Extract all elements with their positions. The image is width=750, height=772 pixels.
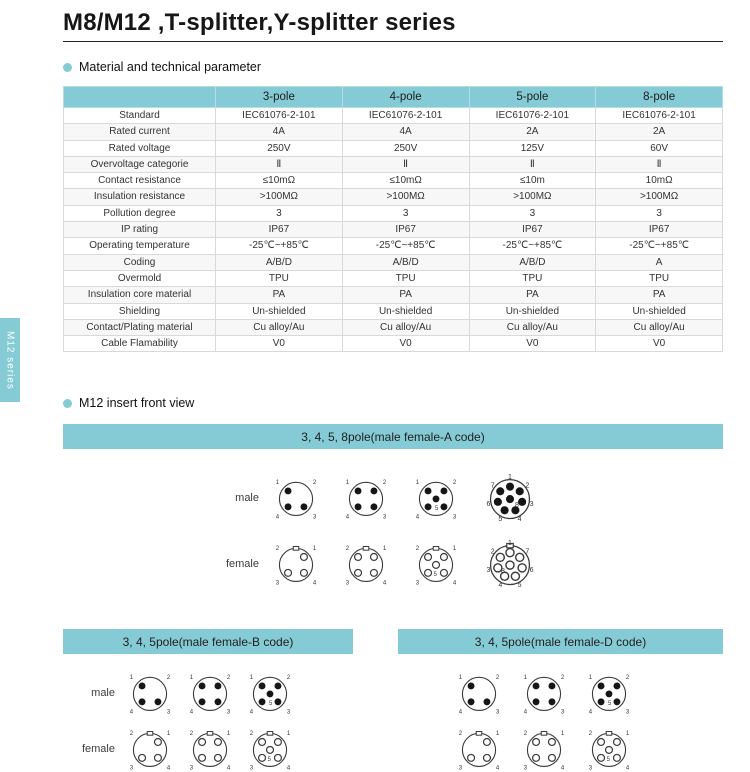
connector-male-4pole bbox=[521, 670, 567, 716]
table-row bbox=[64, 222, 723, 238]
pin-number: 1 bbox=[415, 480, 420, 487]
pin-number: 4 bbox=[625, 766, 630, 772]
table-row bbox=[64, 156, 723, 172]
connector-male-3pole bbox=[456, 670, 502, 716]
title-divider bbox=[63, 41, 723, 42]
cell-value: -25℃~+85℃ bbox=[469, 238, 596, 254]
column-header: 4-pole bbox=[342, 87, 469, 108]
cell-value: V0 bbox=[469, 336, 596, 352]
pin-number: 3 bbox=[625, 710, 630, 717]
cell-value: IEC61076-2-101 bbox=[342, 108, 469, 124]
row-label: Rated current bbox=[64, 124, 216, 140]
pin-number: 3 bbox=[286, 710, 291, 717]
pin-number: 1 bbox=[560, 731, 565, 738]
row-label: Cable Flamability bbox=[64, 336, 216, 352]
cell-value: IP67 bbox=[216, 222, 343, 238]
cell-value: 3 bbox=[216, 205, 343, 221]
pin-number: 1 bbox=[495, 731, 500, 738]
cell-value: Cu alloy/Au bbox=[342, 319, 469, 335]
cell-value: V0 bbox=[216, 336, 343, 352]
pin-number: 3 bbox=[382, 515, 387, 522]
pin-number: 3 bbox=[458, 766, 463, 772]
cell-value: PA bbox=[216, 287, 343, 303]
cell-value: >100MΩ bbox=[469, 189, 596, 205]
connector-female-5pole bbox=[586, 726, 632, 772]
cell-value: 3 bbox=[342, 205, 469, 221]
sidebar-tab-label: M12 series bbox=[4, 330, 16, 390]
bullet-icon bbox=[63, 399, 72, 408]
pin-number: 3 bbox=[560, 710, 565, 717]
connector-male-4pole bbox=[343, 475, 389, 521]
pin-number: 1 bbox=[345, 480, 350, 487]
table-row bbox=[64, 270, 723, 286]
connector-male-5pole bbox=[413, 475, 459, 521]
cell-value: IEC61076-2-101 bbox=[216, 108, 343, 124]
cell-value: 4A bbox=[216, 124, 343, 140]
table-row bbox=[64, 336, 723, 352]
cell-value: 2A bbox=[596, 124, 723, 140]
pin-number: 4 bbox=[560, 766, 565, 772]
pin-number: 2 bbox=[345, 546, 350, 553]
sidebar-tab-m12-series[interactable] bbox=[0, 318, 20, 402]
pin-number: 5 bbox=[433, 572, 438, 579]
cell-value: 250V bbox=[342, 140, 469, 156]
table-row bbox=[64, 173, 723, 189]
cell-value: -25℃~+85℃ bbox=[596, 238, 723, 254]
connector-female-3pole bbox=[127, 726, 173, 772]
pin-number: 1 bbox=[458, 675, 463, 682]
cell-value: A/B/D bbox=[469, 254, 596, 270]
table-row bbox=[64, 303, 723, 319]
row-label: Rated voltage bbox=[64, 140, 216, 156]
cell-value: -25℃~+85℃ bbox=[216, 238, 343, 254]
banner-d-code: 3, 4, 5pole(male female-D code) bbox=[398, 629, 723, 654]
section-header-material bbox=[63, 60, 723, 74]
pin-number: 2 bbox=[525, 482, 530, 490]
cell-value: IEC61076-2-101 bbox=[596, 108, 723, 124]
connector-female-5pole bbox=[247, 726, 293, 772]
cell-value: 250V bbox=[216, 140, 343, 156]
cell-value: 3 bbox=[596, 205, 723, 221]
pin-number: 2 bbox=[382, 480, 387, 487]
cell-value: IP67 bbox=[469, 222, 596, 238]
pin-number: 1 bbox=[588, 675, 593, 682]
cell-value: Un-shielded bbox=[216, 303, 343, 319]
corner-header bbox=[64, 87, 216, 108]
cell-value: Cu alloy/Au bbox=[596, 319, 723, 335]
banner-a-code: 3, 4, 5, 8pole(male female-A code) bbox=[63, 424, 723, 449]
pin-number: 1 bbox=[508, 474, 512, 482]
pin-number: 2 bbox=[523, 731, 528, 738]
pin-number: 2 bbox=[452, 480, 457, 487]
pin-number: 4 bbox=[189, 710, 194, 717]
pin-number: 2 bbox=[189, 731, 194, 738]
row-label: Contact/Plating material bbox=[64, 319, 216, 335]
cell-value: IEC61076-2-101 bbox=[469, 108, 596, 124]
pin-number: 7 bbox=[490, 482, 495, 490]
pin-number: 1 bbox=[625, 731, 630, 738]
keyway-notch bbox=[433, 547, 439, 551]
pin-number: 3 bbox=[529, 501, 534, 509]
cell-value: Cu alloy/Au bbox=[216, 319, 343, 335]
keyway-notch bbox=[363, 547, 369, 551]
b-code-female-connectors bbox=[127, 726, 293, 772]
row-label: Coding bbox=[64, 254, 216, 270]
cell-value: TPU bbox=[216, 270, 343, 286]
spec-table-head-row bbox=[64, 87, 723, 108]
keyway-notch bbox=[541, 732, 547, 736]
keyway-notch bbox=[606, 732, 612, 736]
cell-value: A bbox=[596, 254, 723, 270]
column-header: 5-pole bbox=[469, 87, 596, 108]
pin-number: 1 bbox=[452, 546, 457, 553]
row-label: Standard bbox=[64, 108, 216, 124]
pin-number: 2 bbox=[312, 480, 317, 487]
pin-number: 7 bbox=[525, 548, 530, 556]
column-header: 8-pole bbox=[596, 87, 723, 108]
pin-number: 3 bbox=[312, 515, 317, 522]
pin-number: 3 bbox=[415, 581, 420, 588]
pin-number: 2 bbox=[560, 675, 565, 682]
section-header-insert-view bbox=[63, 396, 723, 410]
cell-value: A/B/D bbox=[216, 254, 343, 270]
cell-value: 3 bbox=[469, 205, 596, 221]
cell-value: Un-shielded bbox=[469, 303, 596, 319]
a-code-female-row bbox=[211, 537, 723, 591]
pin-number: 3 bbox=[129, 766, 134, 772]
cell-value: PA bbox=[342, 287, 469, 303]
cell-value: V0 bbox=[596, 336, 723, 352]
pin-number: 3 bbox=[345, 581, 350, 588]
cell-value: IP67 bbox=[342, 222, 469, 238]
connector-female-4pole bbox=[187, 726, 233, 772]
cell-value: Ⅱ bbox=[342, 156, 469, 172]
pin-number: 4 bbox=[382, 581, 387, 588]
a-code-diagrams bbox=[63, 471, 723, 591]
pin-number: 4 bbox=[458, 710, 463, 717]
cell-value: 10mΩ bbox=[596, 173, 723, 189]
cell-value: 125V bbox=[469, 140, 596, 156]
pin-number: 4 bbox=[345, 515, 350, 522]
pin-number: 2 bbox=[166, 675, 171, 682]
pin-number: 1 bbox=[129, 675, 134, 682]
row-label: Contact resistance bbox=[64, 173, 216, 189]
pin-number: 4 bbox=[166, 766, 171, 772]
pin-number: 5 bbox=[498, 516, 503, 524]
pin-number: 2 bbox=[275, 546, 280, 553]
cell-value: >100MΩ bbox=[216, 189, 343, 205]
pin-number: 4 bbox=[129, 710, 134, 717]
row-label: Overmold bbox=[64, 270, 216, 286]
connector-male-3pole bbox=[127, 670, 173, 716]
table-row bbox=[64, 238, 723, 254]
cell-value: Un-shielded bbox=[342, 303, 469, 319]
pin-number: 3 bbox=[486, 567, 491, 575]
a-code-male-row bbox=[211, 471, 723, 525]
pin-number: 2 bbox=[458, 731, 463, 738]
connector-male-4pole bbox=[187, 670, 233, 716]
cell-value: ≤10mΩ bbox=[216, 173, 343, 189]
pin-number: 3 bbox=[452, 515, 457, 522]
pin-number: 1 bbox=[523, 675, 528, 682]
pin-number: 3 bbox=[189, 766, 194, 772]
pin-number: 2 bbox=[588, 731, 593, 738]
cell-value: IP67 bbox=[596, 222, 723, 238]
pin-number: 3 bbox=[249, 766, 254, 772]
section-material-label: Material and technical parameter bbox=[79, 60, 262, 74]
row-label: Insulation core material bbox=[64, 287, 216, 303]
row-label: Insulation resistance bbox=[64, 189, 216, 205]
b-code-female-row bbox=[63, 726, 353, 772]
cell-value: >100MΩ bbox=[596, 189, 723, 205]
connector-female-4pole bbox=[343, 541, 389, 587]
pin-number: 5 bbox=[434, 506, 439, 513]
male-label: male bbox=[235, 492, 259, 505]
female-label: female bbox=[81, 743, 115, 756]
pin-number: 4 bbox=[226, 766, 231, 772]
bullet-icon bbox=[63, 63, 72, 72]
table-row bbox=[64, 254, 723, 270]
pin-number: 2 bbox=[249, 731, 254, 738]
pin-number: 1 bbox=[226, 731, 231, 738]
pin-number: 1 bbox=[312, 546, 317, 553]
cell-value: A/B/D bbox=[342, 254, 469, 270]
cell-value: PA bbox=[596, 287, 723, 303]
connector-female-5pole bbox=[413, 541, 459, 587]
pin-number: 4 bbox=[517, 516, 522, 524]
connector-female-8pole bbox=[483, 537, 537, 591]
pin-number: 1 bbox=[166, 731, 171, 738]
connector-female-3pole bbox=[273, 541, 319, 587]
keyway-notch bbox=[293, 547, 299, 551]
d-code-female-row bbox=[398, 726, 723, 772]
d-code-female-connectors bbox=[456, 726, 632, 772]
spec-table-body bbox=[64, 108, 723, 352]
row-label: Operating temperature bbox=[64, 238, 216, 254]
pin-number: 4 bbox=[275, 515, 280, 522]
connector-female-4pole bbox=[521, 726, 567, 772]
pin-number: 4 bbox=[312, 581, 317, 588]
pin-number: 2 bbox=[490, 548, 495, 556]
connector-female-3pole bbox=[456, 726, 502, 772]
connector-male-5pole bbox=[247, 670, 293, 716]
female-label: female bbox=[225, 558, 259, 571]
pin-number: 5 bbox=[268, 701, 273, 708]
cell-value: TPU bbox=[342, 270, 469, 286]
pin-number: 1 bbox=[382, 546, 387, 553]
pin-number: 4 bbox=[452, 581, 457, 588]
cell-value: 2A bbox=[469, 124, 596, 140]
pin-number: 1 bbox=[189, 675, 194, 682]
pin-number: 4 bbox=[495, 766, 500, 772]
pin-number: 5 bbox=[607, 701, 612, 708]
table-row bbox=[64, 287, 723, 303]
connector-male-8pole bbox=[483, 471, 537, 525]
pin-number: 2 bbox=[415, 546, 420, 553]
table-row bbox=[64, 205, 723, 221]
keyway-notch bbox=[207, 732, 213, 736]
pin-number: 4 bbox=[415, 515, 420, 522]
row-label: IP rating bbox=[64, 222, 216, 238]
pin-number: 1 bbox=[249, 675, 254, 682]
table-row bbox=[64, 189, 723, 205]
cell-value: >100MΩ bbox=[342, 189, 469, 205]
pin-number: 6 bbox=[486, 501, 491, 509]
pin-number: 4 bbox=[523, 710, 528, 717]
cell-value: PA bbox=[469, 287, 596, 303]
pin-number: 5 bbox=[606, 757, 611, 764]
keyway-notch bbox=[147, 732, 153, 736]
cell-value: -25℃~+85℃ bbox=[342, 238, 469, 254]
cell-value: Un-shielded bbox=[596, 303, 723, 319]
pin-number: 8 bbox=[515, 502, 519, 510]
section-insert-label: M12 insert front view bbox=[79, 396, 195, 411]
cell-value: ≤10mΩ bbox=[342, 173, 469, 189]
cell-value: 60V bbox=[596, 140, 723, 156]
pin-number: 3 bbox=[275, 581, 280, 588]
connector-male-3pole bbox=[273, 475, 319, 521]
cell-value: ≤10m bbox=[469, 173, 596, 189]
pin-number: 2 bbox=[286, 675, 291, 682]
cell-value: TPU bbox=[469, 270, 596, 286]
pin-number: 3 bbox=[523, 766, 528, 772]
cell-value: Ⅱ bbox=[469, 156, 596, 172]
row-label: Shielding bbox=[64, 303, 216, 319]
cell-value: 4A bbox=[342, 124, 469, 140]
connector-male-5pole bbox=[586, 670, 632, 716]
pin-number: 2 bbox=[226, 675, 231, 682]
a-code-female-connectors bbox=[273, 537, 537, 591]
row-label: Pollution degree bbox=[64, 205, 216, 221]
pin-number: 3 bbox=[166, 710, 171, 717]
d-code-male-row bbox=[398, 670, 723, 716]
b-code-male-connectors bbox=[127, 670, 293, 716]
pin-number: 1 bbox=[508, 540, 512, 548]
table-row bbox=[64, 124, 723, 140]
male-label: male bbox=[91, 687, 115, 700]
pin-number: 8 bbox=[501, 568, 505, 576]
pin-number: 2 bbox=[495, 675, 500, 682]
pin-number: 3 bbox=[588, 766, 593, 772]
keyway-notch bbox=[267, 732, 273, 736]
a-code-male-connectors bbox=[273, 471, 537, 525]
banner-b-code: 3, 4, 5pole(male female-B code) bbox=[63, 629, 353, 654]
pin-number: 1 bbox=[286, 731, 291, 738]
b-code-male-row bbox=[63, 670, 353, 716]
pin-number: 4 bbox=[588, 710, 593, 717]
pin-number: 4 bbox=[286, 766, 291, 772]
keyway-notch bbox=[476, 732, 482, 736]
column-header: 3-pole bbox=[216, 87, 343, 108]
pin-number: 4 bbox=[249, 710, 254, 717]
pin-number: 2 bbox=[129, 731, 134, 738]
spec-table bbox=[63, 86, 723, 352]
pin-number: 5 bbox=[267, 757, 272, 764]
pin-number: 4 bbox=[498, 582, 503, 590]
cell-value: V0 bbox=[342, 336, 469, 352]
page-title: M8/M12 ,T-splitter,Y-splitter series bbox=[63, 9, 456, 36]
pin-number: 2 bbox=[625, 675, 630, 682]
table-row bbox=[64, 319, 723, 335]
d-code-male-connectors bbox=[456, 670, 632, 716]
cell-value: Ⅱ bbox=[596, 156, 723, 172]
pin-number: 1 bbox=[275, 480, 280, 487]
row-label: Overvoltage categorie bbox=[64, 156, 216, 172]
table-row bbox=[64, 140, 723, 156]
table-row bbox=[64, 108, 723, 124]
cell-value: Cu alloy/Au bbox=[469, 319, 596, 335]
cell-value: Ⅱ bbox=[216, 156, 343, 172]
pin-number: 6 bbox=[529, 567, 534, 575]
cell-value: TPU bbox=[596, 270, 723, 286]
pin-number: 3 bbox=[495, 710, 500, 717]
pin-number: 5 bbox=[517, 582, 522, 590]
pin-number: 3 bbox=[226, 710, 231, 717]
